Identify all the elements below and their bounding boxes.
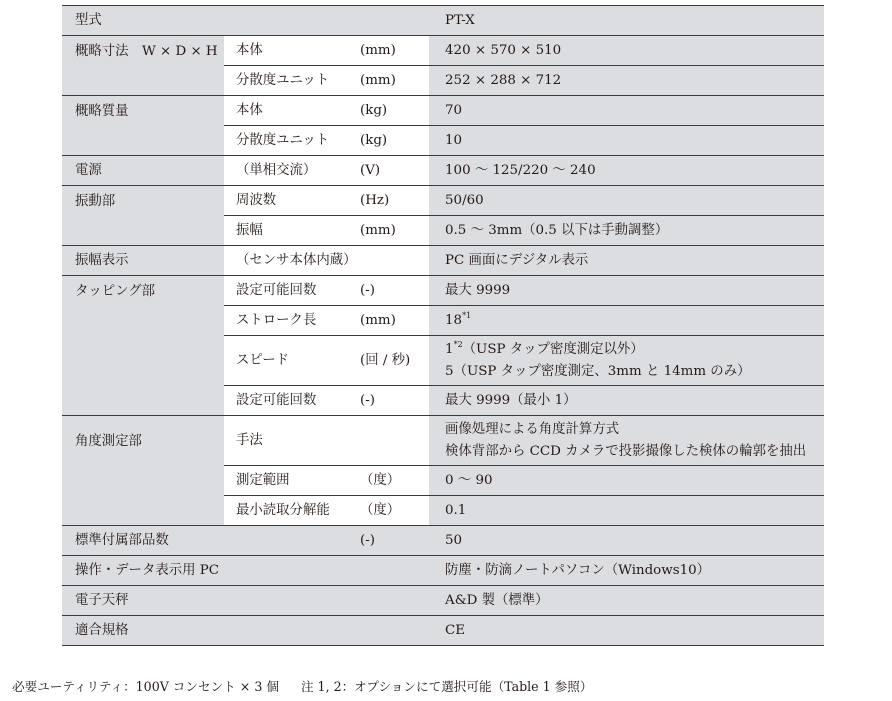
mass-body-item: 本体 bbox=[224, 96, 355, 126]
balance-value: A&D 製（標準） bbox=[429, 586, 824, 616]
power-item: （単相交流） bbox=[224, 156, 355, 186]
tapping-speed-item: スピード bbox=[224, 336, 355, 386]
pc-label: 操作・データ表示用 PC bbox=[62, 556, 429, 586]
tapping-stroke-item: ストローク長 bbox=[224, 306, 355, 336]
tapping-count-value: 最大 9999 bbox=[429, 276, 824, 306]
tapping-stroke-number: 18 bbox=[445, 313, 463, 328]
vibration-amp-value: 0.5 〜 3mm（0.5 以下は手動調整） bbox=[429, 216, 824, 246]
dims-label: 概略寸法 W × D × H bbox=[62, 36, 224, 96]
table-row bbox=[62, 246, 824, 276]
amp-display-label: 振幅表示 bbox=[62, 246, 224, 276]
footnote-mark-2: *2 bbox=[453, 339, 463, 349]
standards-label: 適合規格 bbox=[62, 616, 429, 646]
tapping-speed-unit: (回 / 秒) bbox=[355, 336, 429, 386]
table-row bbox=[62, 416, 824, 466]
spec-table bbox=[62, 5, 824, 646]
tapping-stroke-value bbox=[429, 306, 824, 336]
tapping-speed-value bbox=[429, 336, 824, 386]
angle-method-item: 手法 bbox=[224, 416, 429, 466]
table-row bbox=[62, 276, 824, 306]
angle-label: 角度測定部 bbox=[62, 416, 224, 526]
vibration-freq-value: 50/60 bbox=[429, 186, 824, 216]
model-label: 型式 bbox=[62, 6, 429, 36]
vibration-freq-item: 周波数 bbox=[224, 186, 355, 216]
mass-body-value: 70 bbox=[429, 96, 824, 126]
dims-disp-item: 分散度ユニット bbox=[224, 66, 355, 96]
amp-display-item: （センサ本体内蔵） bbox=[224, 246, 429, 276]
angle-resolution-value: 0.1 bbox=[429, 496, 824, 526]
mass-disp-item: 分散度ユニット bbox=[224, 126, 355, 156]
vibration-amp-item: 振幅 bbox=[224, 216, 355, 246]
mass-label: 概略質量 bbox=[62, 96, 224, 156]
power-unit: (V) bbox=[355, 156, 429, 186]
tapping-speed-number: 1 bbox=[445, 341, 454, 357]
angle-resolution-unit: （度） bbox=[355, 496, 429, 526]
dims-disp-unit: (mm) bbox=[355, 66, 429, 96]
tapping-speed-line-2: 5（USP タップ密度測定、3mm と 14mm のみ） bbox=[445, 363, 751, 379]
dims-body-value: 420 × 570 × 510 bbox=[429, 36, 824, 66]
table-row bbox=[62, 186, 824, 216]
tapping-count2-value: 最大 9999（最小 1） bbox=[429, 386, 824, 416]
standards-value: CE bbox=[429, 616, 824, 646]
table-row bbox=[62, 616, 824, 646]
accessories-value: 50 bbox=[429, 526, 824, 556]
dims-body-unit: (mm) bbox=[355, 36, 429, 66]
dims-disp-value: 252 × 288 × 712 bbox=[429, 66, 824, 96]
footnote-utility: 必要ユーティリティ：100V コンセント × 3 個 bbox=[12, 679, 279, 694]
table-row bbox=[62, 96, 824, 126]
mass-disp-value: 10 bbox=[429, 126, 824, 156]
accessories-unit: (-) bbox=[355, 526, 429, 556]
table-row bbox=[62, 526, 824, 556]
amp-display-value: PC 画面にデジタル表示 bbox=[429, 246, 824, 276]
tapping-speed-line-1 bbox=[445, 339, 824, 361]
footnote-options: 注 1, 2：オプションにて選択可能（Table 1 参照） bbox=[300, 679, 593, 694]
mass-disp-unit: (kg) bbox=[355, 126, 429, 156]
tapping-stroke-unit: (mm) bbox=[355, 306, 429, 336]
model-value: PT-X bbox=[429, 6, 824, 36]
table-row bbox=[62, 586, 824, 616]
tapping-label: タッピング部 bbox=[62, 276, 224, 416]
balance-label: 電子天秤 bbox=[62, 586, 429, 616]
tapping-count2-item: 設定可能回数 bbox=[224, 386, 355, 416]
angle-method-value bbox=[429, 416, 824, 466]
power-value: 100 〜 125/220 〜 240 bbox=[429, 156, 824, 186]
vibration-label: 振動部 bbox=[62, 186, 224, 246]
dims-body-item: 本体 bbox=[224, 36, 355, 66]
angle-range-unit: （度） bbox=[355, 466, 429, 496]
table-row bbox=[62, 6, 824, 36]
table-row bbox=[62, 156, 824, 186]
footnote bbox=[12, 676, 592, 695]
tapping-count-unit: (-) bbox=[355, 276, 429, 306]
angle-method-line-1: 画像処理による角度計算方式 bbox=[445, 421, 620, 437]
table-row bbox=[62, 36, 824, 66]
tapping-count2-unit: (-) bbox=[355, 386, 429, 416]
angle-method-line-2: 検体背部から CCD カメラで投影撮像した検体の輪郭を抽出 bbox=[445, 443, 807, 459]
angle-range-item: 測定範囲 bbox=[224, 466, 355, 496]
angle-resolution-item: 最小読取分解能 bbox=[224, 496, 355, 526]
mass-body-unit: (kg) bbox=[355, 96, 429, 126]
pc-value: 防塵・防滴ノートパソコン（Windows10） bbox=[429, 556, 824, 586]
table-row bbox=[62, 556, 824, 586]
angle-range-value: 0 〜 90 bbox=[429, 466, 824, 496]
accessories-label: 標準付属部品数 bbox=[62, 526, 355, 556]
tapping-speed-line-1-rest: （USP タップ密度測定以外） bbox=[462, 341, 644, 357]
tapping-count-item: 設定可能回数 bbox=[224, 276, 355, 306]
vibration-freq-unit: (Hz) bbox=[355, 186, 429, 216]
footnote-mark-1: *1 bbox=[462, 311, 472, 320]
power-label: 電源 bbox=[62, 156, 224, 186]
vibration-amp-unit: (mm) bbox=[355, 216, 429, 246]
